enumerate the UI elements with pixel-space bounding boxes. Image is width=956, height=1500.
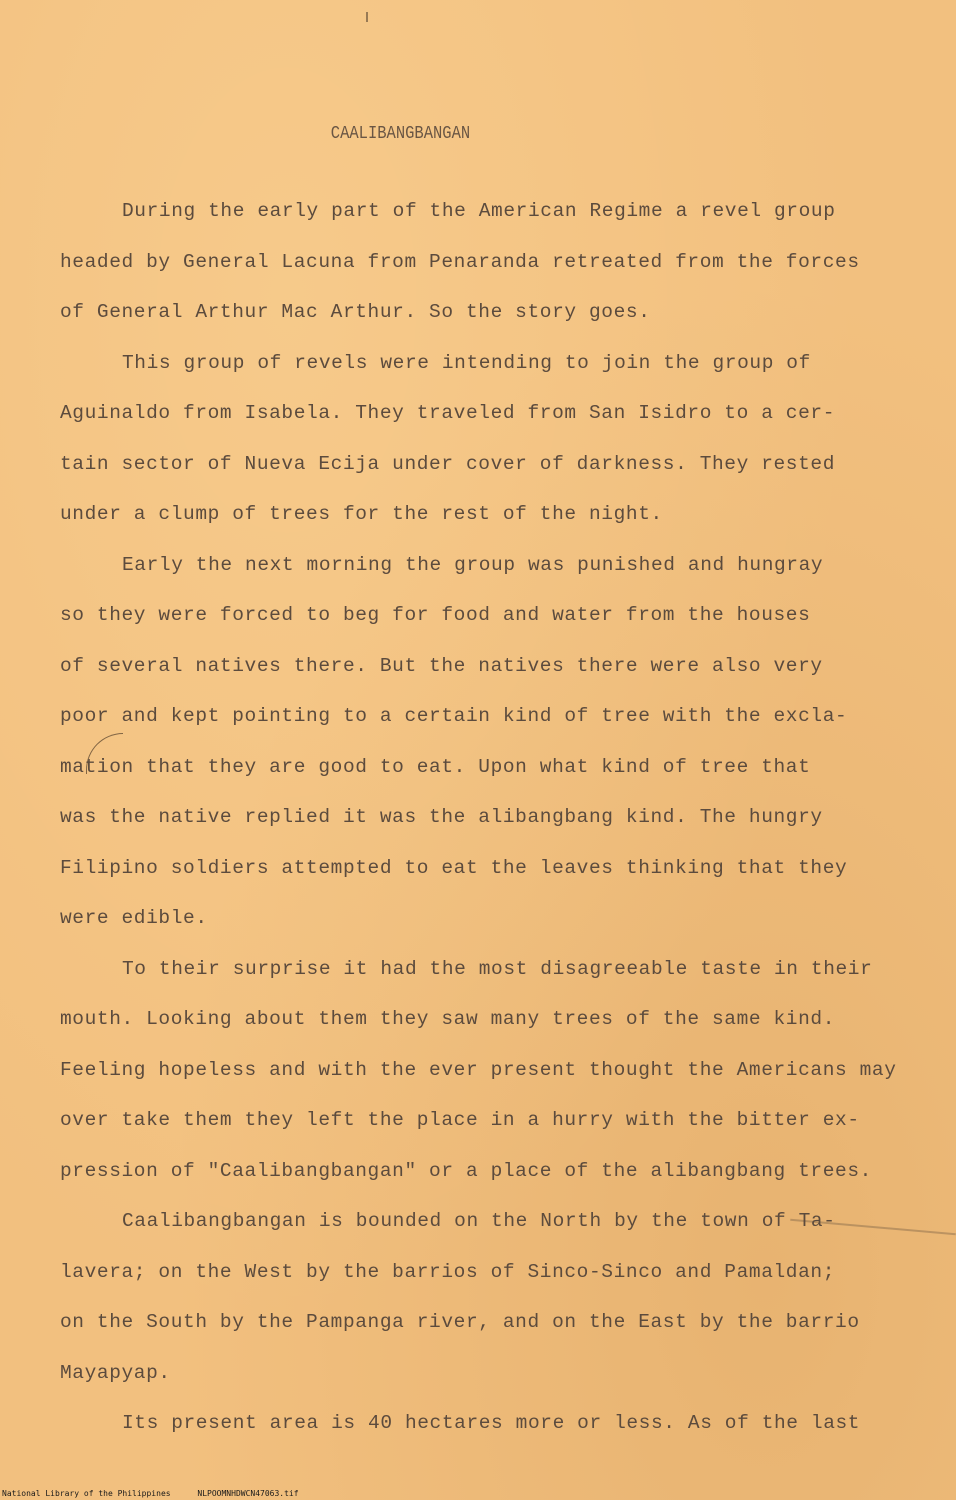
text-line: mation that they are good to eat. Upon what kind of tree that [60,755,811,778]
text-line: mouth. Looking about them they saw many trees of the same kind. [60,1008,836,1030]
text-line: pression of "Caalibangbangan" or a place of the alibangbang trees. [60,1159,872,1182]
text-line: To their surprise it had the most disagreeable taste in their [122,957,873,980]
footer-filename: NLPOOMNHDWCN47063.tif [197,1489,299,1498]
ink-mark [366,12,368,22]
text-line: This group of revels were intending to join the group of [122,351,811,374]
text-line: tain sector of Nueva Ecija under cover of darkness. They rested [60,452,836,475]
text-line: of General Arthur Mac Arthur. So the story goes. [60,301,651,323]
text-line: Early the next morning the group was punished and hungray [122,553,824,576]
text-line: poor and kept pointing to a certain kind of tree with the excla- [60,705,848,727]
text-line: of several natives there. But the natives there were also very [60,654,823,677]
text-line: Caalibangbangan is bounded on the North by the town of Ta- [122,1210,836,1232]
document-title: CAALIBANGBANGAN [330,124,471,144]
text-line: so they were forced to beg for food and water from the houses [60,604,811,626]
text-line: Filipino soldiers attempted to eat the leaves thinking that they [60,856,848,879]
text-line: on the South by the Pampanga river, and on the East by the barrio [60,1311,860,1333]
footer-library: National Library of the Philippines [2,1489,171,1498]
text-line: Aguinaldo from Isabela. They traveled from San Isidro to a cer- [60,402,836,424]
text-line: Mayapyap. [60,1361,171,1384]
text-line: headed by General Lacuna from Penaranda retreated from the forces [60,250,860,273]
scan-footer [2,1489,299,1498]
text-line: During the early part of the American Regime a revel group [122,200,836,222]
text-line: Its present area is 40 hectares more or less. As of the last [122,1412,861,1434]
text-line: Feeling hopeless and with the ever present thought the Americans may [60,1058,897,1081]
text-line: under a clump of trees for the rest of the night. [60,503,663,525]
text-line: over take them they left the place in a hurry with the bitter ex- [60,1109,860,1131]
text-line: lavera; on the West by the barrios of Sinco-Sinco and Pamaldan; [60,1260,836,1283]
document-body [60,196,920,1459]
text-line: was the native replied it was the alibangbang kind. The hungry [60,806,823,828]
text-line: were edible. [60,907,208,929]
